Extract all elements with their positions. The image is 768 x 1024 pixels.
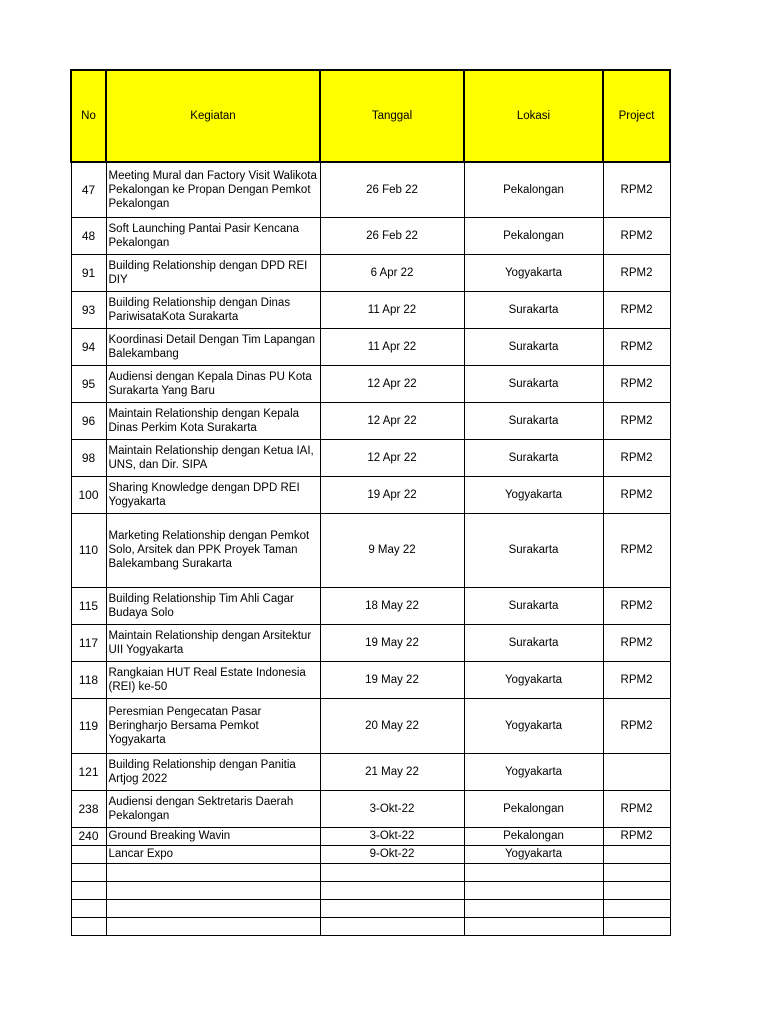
cell-tanggal[interactable]: 19 May 22 (320, 624, 464, 661)
cell-kegiatan[interactable]: Soft Launching Pantai Pasir Kencana Pekalongan (106, 217, 320, 254)
cell-project[interactable] (603, 899, 670, 917)
header-project[interactable]: Project (603, 70, 670, 162)
cell-project[interactable]: RPM2 (603, 217, 670, 254)
cell-lokasi[interactable] (464, 881, 603, 899)
table-row (71, 881, 670, 899)
cell-kegiatan[interactable]: Maintain Relationship dengan Ketua IAI, UNS, dan Dir. SIPA (106, 439, 320, 476)
cell-project[interactable] (603, 917, 670, 935)
cell-project[interactable]: RPM2 (603, 328, 670, 365)
cell-lokasi[interactable]: Pekalongan (464, 827, 603, 845)
cell-no[interactable]: 47 (71, 162, 106, 217)
cell-project[interactable]: RPM2 (603, 698, 670, 753)
cell-lokasi[interactable]: Pekalongan (464, 162, 603, 217)
cell-tanggal[interactable]: 3-Okt-22 (320, 827, 464, 845)
cell-tanggal[interactable]: 9 May 22 (320, 513, 464, 587)
cell-tanggal[interactable]: 26 Feb 22 (320, 217, 464, 254)
cell-project[interactable] (603, 753, 670, 790)
cell-lokasi[interactable]: Surakarta (464, 587, 603, 624)
table-body (71, 162, 670, 935)
table-row (71, 624, 670, 661)
cell-kegiatan[interactable]: Building Relationship dengan Panitia Artjog 2022 (106, 753, 320, 790)
cell-lokasi[interactable]: Surakarta (464, 328, 603, 365)
cell-lokasi[interactable]: Pekalongan (464, 217, 603, 254)
cell-lokasi[interactable]: Yogyakarta (464, 845, 603, 863)
cell-no[interactable] (71, 881, 106, 899)
cell-kegiatan[interactable]: Ground Breaking Wavin (106, 827, 320, 845)
cell-tanggal[interactable]: 20 May 22 (320, 698, 464, 753)
cell-project[interactable]: RPM2 (603, 587, 670, 624)
cell-lokasi[interactable]: Pekalongan (464, 790, 603, 827)
cell-kegiatan[interactable]: Building Relationship dengan DPD REI DIY (106, 254, 320, 291)
cell-kegiatan[interactable]: Rangkaian HUT Real Estate Indonesia (REI) ke-50 (106, 661, 320, 698)
header-tanggal[interactable]: Tanggal (320, 70, 464, 162)
cell-project[interactable]: RPM2 (603, 402, 670, 439)
cell-kegiatan[interactable]: Maintain Relationship dengan Arsitektur UII Yogyakarta (106, 624, 320, 661)
cell-kegiatan[interactable]: Lancar Expo (106, 845, 320, 863)
cell-kegiatan[interactable]: Building Relationship dengan Dinas PariwisataKota Surakarta (106, 291, 320, 328)
cell-no[interactable]: 117 (71, 624, 106, 661)
cell-lokasi[interactable]: Yogyakarta (464, 254, 603, 291)
cell-tanggal[interactable]: 11 Apr 22 (320, 328, 464, 365)
cell-tanggal[interactable]: 6 Apr 22 (320, 254, 464, 291)
cell-tanggal[interactable] (320, 899, 464, 917)
cell-no[interactable]: 100 (71, 476, 106, 513)
cell-lokasi[interactable]: Surakarta (464, 402, 603, 439)
header-lokasi[interactable]: Lokasi (464, 70, 603, 162)
cell-project[interactable] (603, 845, 670, 863)
cell-no[interactable]: 115 (71, 587, 106, 624)
cell-kegiatan[interactable]: Peresmian Pengecatan Pasar Beringharjo Bersama Pemkot Yogyakarta (106, 698, 320, 753)
table-row (71, 827, 670, 845)
table-row (71, 476, 670, 513)
table-row (71, 917, 670, 935)
table-row (71, 402, 670, 439)
cell-lokasi[interactable]: Surakarta (464, 365, 603, 402)
cell-tanggal[interactable]: 18 May 22 (320, 587, 464, 624)
table-row (71, 365, 670, 402)
cell-project[interactable]: RPM2 (603, 624, 670, 661)
table-row (71, 513, 670, 587)
cell-kegiatan[interactable]: Building Relationship Tim Ahli Cagar Budaya Solo (106, 587, 320, 624)
table-row (71, 661, 670, 698)
cell-no[interactable]: 118 (71, 661, 106, 698)
table-row (71, 162, 670, 217)
cell-tanggal[interactable]: 19 Apr 22 (320, 476, 464, 513)
table-row (71, 254, 670, 291)
cell-lokasi[interactable]: Yogyakarta (464, 698, 603, 753)
cell-lokasi[interactable]: Yogyakarta (464, 753, 603, 790)
cell-tanggal[interactable]: 21 May 22 (320, 753, 464, 790)
header-row (71, 70, 670, 162)
cell-kegiatan[interactable]: Audiensi dengan Kepala Dinas PU Kota Surakarta Yang Baru (106, 365, 320, 402)
cell-no[interactable]: 240 (71, 827, 106, 845)
cell-kegiatan[interactable]: Maintain Relationship dengan Kepala Dinas Perkim Kota Surakarta (106, 402, 320, 439)
cell-no[interactable]: 238 (71, 790, 106, 827)
table-row (71, 899, 670, 917)
cell-project[interactable] (603, 863, 670, 881)
cell-lokasi[interactable] (464, 917, 603, 935)
cell-kegiatan[interactable] (106, 881, 320, 899)
cell-kegiatan[interactable]: Meeting Mural dan Factory Visit Walikota Pekalongan ke Propan Dengan Pemkot Pekalongan (106, 162, 320, 217)
cell-no[interactable]: 48 (71, 217, 106, 254)
table-row (71, 587, 670, 624)
cell-kegiatan[interactable]: Sharing Knowledge dengan DPD REI Yogyakarta (106, 476, 320, 513)
header-no[interactable]: No (71, 70, 106, 162)
cell-kegiatan[interactable] (106, 863, 320, 881)
cell-no[interactable]: 95 (71, 365, 106, 402)
cell-no[interactable] (71, 917, 106, 935)
cell-tanggal[interactable]: 12 Apr 22 (320, 365, 464, 402)
cell-lokasi[interactable]: Surakarta (464, 624, 603, 661)
cell-project[interactable]: RPM2 (603, 513, 670, 587)
cell-lokasi[interactable] (464, 899, 603, 917)
table-row (71, 291, 670, 328)
cell-no[interactable] (71, 899, 106, 917)
table-row (71, 845, 670, 863)
cell-tanggal[interactable]: 12 Apr 22 (320, 439, 464, 476)
table-row (71, 753, 670, 790)
table-row (71, 863, 670, 881)
cell-tanggal[interactable]: 26 Feb 22 (320, 162, 464, 217)
cell-tanggal[interactable]: 11 Apr 22 (320, 291, 464, 328)
table-row (71, 217, 670, 254)
table-row (71, 698, 670, 753)
cell-no[interactable]: 96 (71, 402, 106, 439)
cell-project[interactable]: RPM2 (603, 661, 670, 698)
cell-project[interactable]: RPM2 (603, 162, 670, 217)
cell-lokasi[interactable] (464, 863, 603, 881)
cell-project[interactable]: RPM2 (603, 291, 670, 328)
cell-tanggal[interactable] (320, 917, 464, 935)
cell-no[interactable]: 119 (71, 698, 106, 753)
cell-lokasi[interactable]: Surakarta (464, 513, 603, 587)
cell-kegiatan[interactable] (106, 899, 320, 917)
cell-no[interactable] (71, 845, 106, 863)
cell-project[interactable] (603, 881, 670, 899)
cell-lokasi[interactable]: Surakarta (464, 439, 603, 476)
cell-tanggal[interactable] (320, 881, 464, 899)
cell-kegiatan[interactable] (106, 917, 320, 935)
table-row (71, 328, 670, 365)
cell-tanggal[interactable]: 19 May 22 (320, 661, 464, 698)
cell-tanggal[interactable] (320, 863, 464, 881)
cell-tanggal[interactable]: 12 Apr 22 (320, 402, 464, 439)
cell-no[interactable]: 121 (71, 753, 106, 790)
cell-lokasi[interactable]: Yogyakarta (464, 661, 603, 698)
cell-lokasi[interactable]: Surakarta (464, 291, 603, 328)
cell-no[interactable]: 94 (71, 328, 106, 365)
cell-project[interactable]: RPM2 (603, 439, 670, 476)
cell-kegiatan[interactable]: Marketing Relationship dengan Pemkot Solo, Arsitek dan PPK Proyek Taman Balekambang Surakarta (106, 513, 320, 587)
cell-project[interactable]: RPM2 (603, 254, 670, 291)
cell-kegiatan[interactable]: Audiensi dengan Sektretaris Daerah Pekalongan (106, 790, 320, 827)
cell-tanggal[interactable]: 3-Okt-22 (320, 790, 464, 827)
cell-no[interactable]: 110 (71, 513, 106, 587)
cell-tanggal[interactable]: 9-Okt-22 (320, 845, 464, 863)
cell-no[interactable]: 98 (71, 439, 106, 476)
table-row (71, 790, 670, 827)
cell-project[interactable]: RPM2 (603, 476, 670, 513)
cell-no[interactable]: 91 (71, 254, 106, 291)
activity-table (70, 69, 671, 936)
cell-no[interactable] (71, 863, 106, 881)
header-kegiatan[interactable]: Kegiatan (106, 70, 320, 162)
cell-project[interactable]: RPM2 (603, 790, 670, 827)
table-row (71, 439, 670, 476)
cell-lokasi[interactable]: Yogyakarta (464, 476, 603, 513)
cell-project[interactable]: RPM2 (603, 365, 670, 402)
cell-no[interactable]: 93 (71, 291, 106, 328)
cell-kegiatan[interactable]: Koordinasi Detail Dengan Tim Lapangan Balekambang (106, 328, 320, 365)
cell-project[interactable]: RPM2 (603, 827, 670, 845)
